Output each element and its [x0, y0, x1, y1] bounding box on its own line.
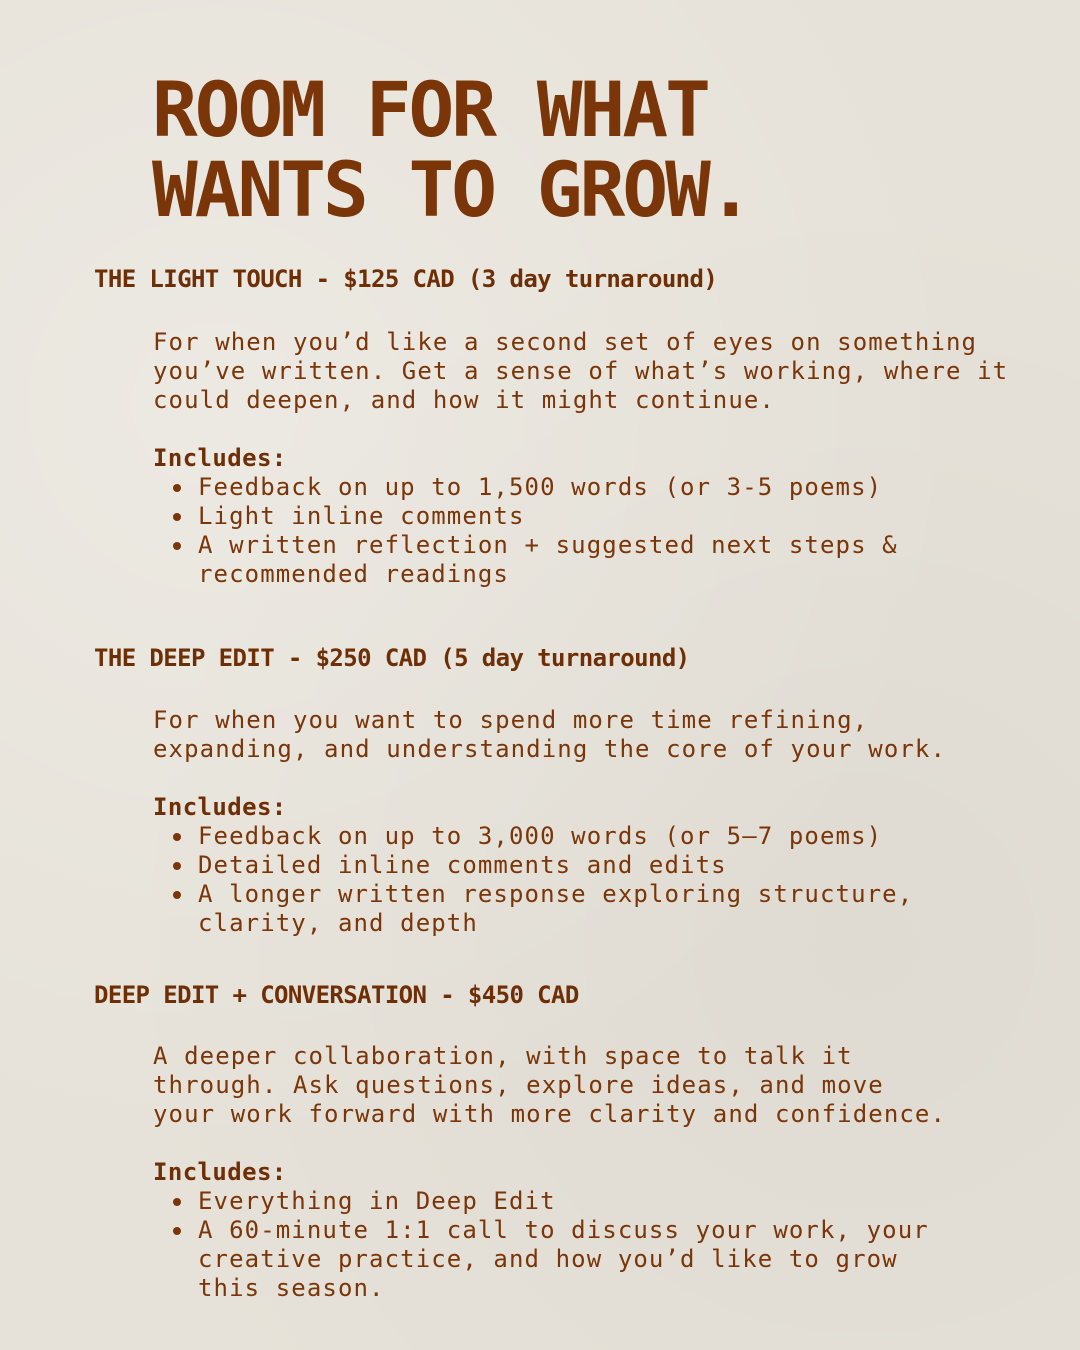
list-item: [153, 502, 898, 531]
list-item-text: this season.: [198, 1274, 385, 1302]
description-line: expanding, and understanding the core of your work.: [153, 735, 947, 763]
list-item: [153, 1187, 929, 1216]
includes-label-deep-edit-conversation: Includes:: [153, 1158, 287, 1186]
tier-title-deep-edit-conversation: DEEP EDIT + CONVERSATION - $450 CAD: [94, 981, 579, 1009]
description-line: For when you’d like a second set of eyes on something: [153, 328, 978, 356]
tier-title-deep-edit: THE DEEP EDIT - $250 CAD (5 day turnaround): [94, 644, 690, 672]
headline-line-1: ROOM FOR WHAT: [152, 65, 708, 154]
includes-list-deep-edit-conversation: [153, 1187, 929, 1303]
list-item: [153, 880, 913, 938]
list-item-text: Everything in Deep Edit: [198, 1187, 556, 1215]
headline-line-2: WANTS TO GROW.: [152, 145, 751, 234]
list-item-text: A written reflection + suggested next steps &: [198, 531, 898, 559]
list-item-text: A longer written response exploring structure,: [198, 880, 914, 908]
bullet-icon: [173, 891, 181, 899]
bullet-icon: [173, 833, 181, 841]
list-item: [153, 822, 913, 851]
tier-description-light-touch: [153, 328, 1008, 415]
bullet-icon: [173, 1198, 181, 1206]
includes-list-light-touch: [153, 473, 898, 589]
description-line: through. Ask questions, explore ideas, and move: [153, 1071, 884, 1099]
includes-label-light-touch: Includes:: [153, 444, 287, 472]
list-item: [153, 473, 898, 502]
description-line: A deeper collaboration, with space to talk it: [153, 1042, 853, 1070]
bullet-icon: [173, 862, 181, 870]
bullet-icon: [173, 484, 181, 492]
bullet-icon: [173, 1227, 181, 1235]
list-item-text: clarity, and depth: [198, 909, 478, 937]
description-line: For when you want to spend more time refining,: [153, 706, 869, 734]
list-item-text: A 60-minute 1:1 call to discuss your work, your: [198, 1216, 929, 1244]
list-item-text: Feedback on up to 1,500 words (or 3-5 poems): [198, 473, 883, 501]
tier-description-deep-edit: [153, 706, 946, 764]
list-item-text: Feedback on up to 3,000 words (or 5–7 poems): [198, 822, 883, 850]
bullet-icon: [173, 513, 181, 521]
description-line: you’ve written. Get a sense of what’s working, where it: [153, 357, 1009, 385]
tier-title-light-touch: THE LIGHT TOUCH - $125 CAD (3 day turnaround): [94, 265, 718, 293]
description-line: could deepen, and how it might continue.: [153, 386, 775, 414]
list-item-text: creative practice, and how you’d like to grow: [198, 1245, 898, 1273]
bullet-icon: [173, 542, 181, 550]
includes-label-deep-edit: Includes:: [153, 793, 287, 821]
list-item: [153, 851, 913, 880]
includes-list-deep-edit: [153, 822, 913, 938]
description-line: your work forward with more clarity and confidence.: [153, 1100, 947, 1128]
list-item-text: recommended readings: [198, 560, 509, 588]
tier-description-deep-edit-conversation: [153, 1042, 946, 1129]
page-headline: [152, 65, 751, 234]
list-item-text: Detailed inline comments and edits: [198, 851, 727, 879]
list-item: [153, 531, 898, 589]
list-item: [153, 1216, 929, 1303]
list-item-text: Light inline comments: [198, 502, 525, 530]
